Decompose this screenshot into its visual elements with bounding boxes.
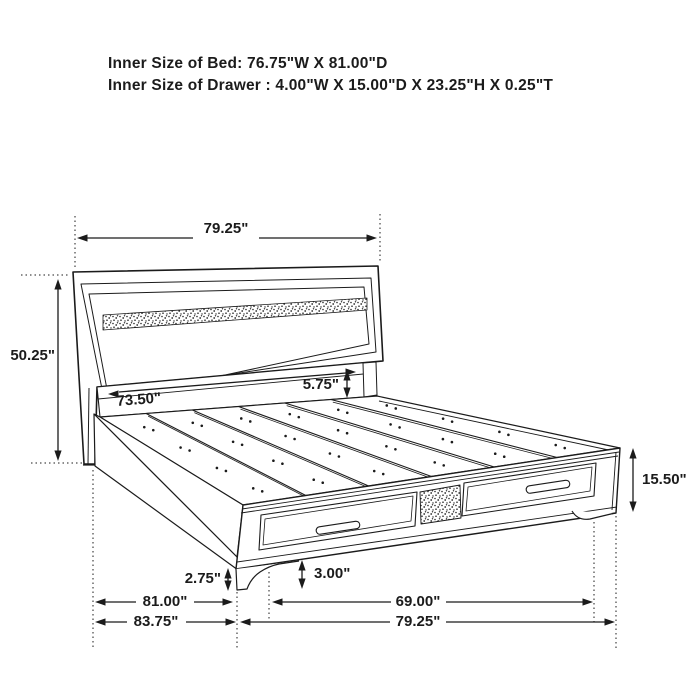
- dim-foot-clearance: 3.00": [314, 565, 351, 582]
- dim-rail-clearance: 2.75": [184, 570, 221, 587]
- dim-overall-depth: 83.75": [133, 613, 179, 630]
- dim-headboard-width: 79.25": [203, 220, 249, 237]
- dim-drawer-section-width: 69.00": [395, 593, 441, 610]
- drawer-glitter-panel: [420, 485, 461, 524]
- dim-footboard-height: 15.50": [642, 471, 687, 488]
- dim-inner-rail-width: 73.50": [115, 389, 162, 410]
- inner-drawer-size-text: Inner Size of Drawer : 4.00"W X 15.00"D X 23.25"H X 0.25"T: [108, 77, 554, 94]
- inner-bed-size-text: Inner Size of Bed: 76.75"W X 81.00"D: [108, 55, 388, 72]
- dim-inner-depth: 81.00": [142, 593, 188, 610]
- dim-footboard-width: 79.25": [395, 613, 441, 630]
- dim-deck-to-rail: 5.75": [302, 376, 339, 393]
- headboard-right-leg: [363, 362, 377, 397]
- dim-headboard-height: 50.25": [10, 347, 55, 364]
